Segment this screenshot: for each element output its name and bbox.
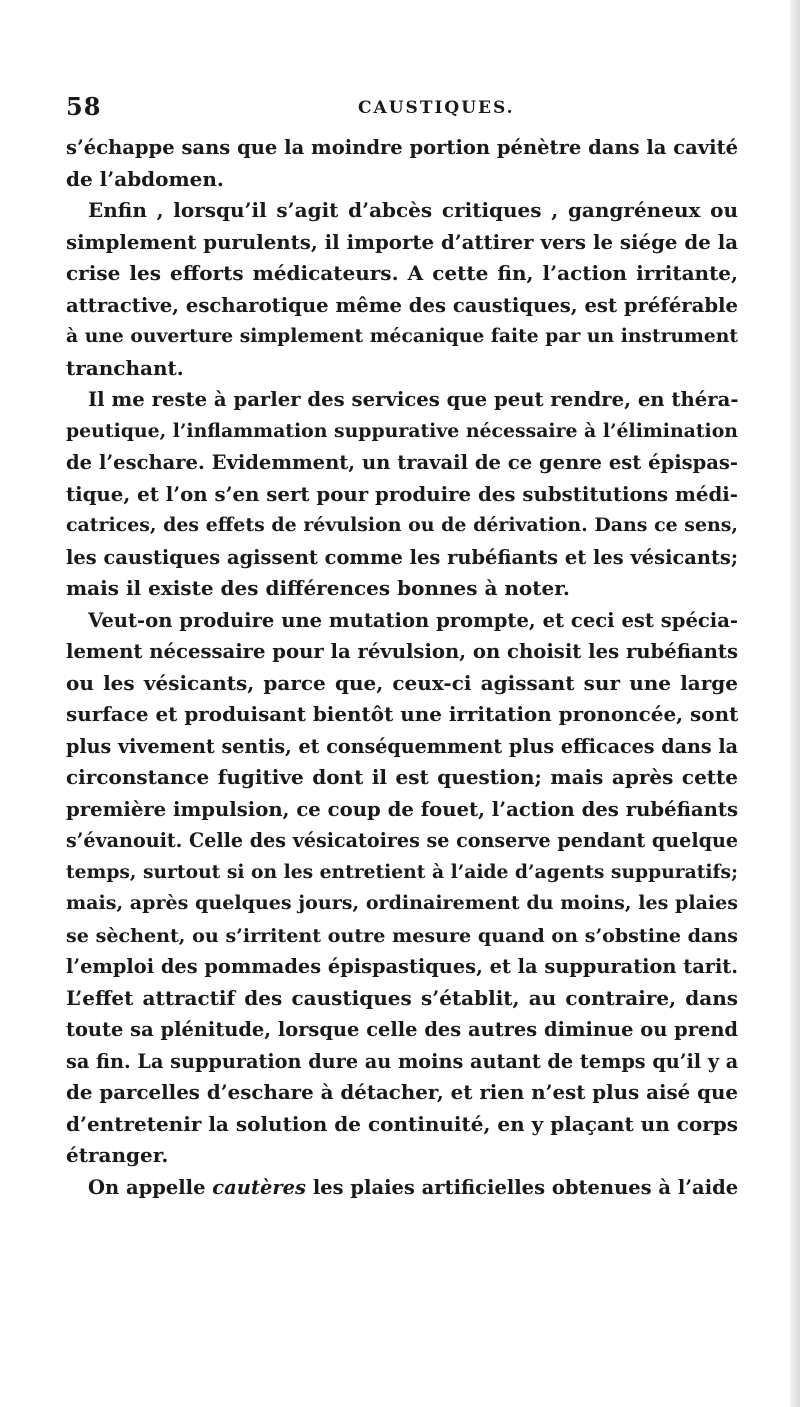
text-line: mais, après quelques jours, ordinairement du moins, les plaies xyxy=(66,892,738,914)
text-line: étranger. xyxy=(66,1143,169,1167)
italic-term: cautères xyxy=(212,1175,307,1199)
text-line: simplement purulents, il importe d’attirer vers le siége de la xyxy=(66,229,738,254)
text-line: d’entretenir la solution de continuité, en y plaçant un corps xyxy=(66,1111,738,1136)
text-line: crise les efforts médicateurs. A cette fin, l’action irritante, xyxy=(66,261,738,285)
page-header xyxy=(66,92,738,122)
text-line: Enfin , lorsqu’il s’agit d’abcès critiques , gangréneux ou xyxy=(88,198,738,222)
text-line: les caustiques agissent comme les rubéfiants et les vésicants; xyxy=(66,545,738,569)
text-line: catrices, des effets de révulsion ou de dérivation. Dans ce sens, xyxy=(66,514,738,536)
page-number: 58 xyxy=(66,92,102,121)
text-line: s’échappe sans que la moindre portion pénètre dans la cavité xyxy=(66,136,738,159)
text-line: première impulsion, ce coup de fouet, l’action des rubéfiants xyxy=(66,797,738,821)
text-line: attractive, escharotique même des caustiques, est préférable xyxy=(66,293,738,317)
text-line: L’effet attractif des caustiques s’établit, au contraire, dans xyxy=(66,985,738,1010)
text-line: sa fin. La suppuration dure au moins autant de temps qu’il y a xyxy=(66,1049,739,1073)
text-line: l’emploi des pommades épispastiques, et la suppuration tarit. xyxy=(66,955,738,978)
text-line: Il me reste à parler des services que peut rendre, en théra- xyxy=(88,388,739,411)
text-line: lement nécessaire pour la révulsion, on choisit les rubéfiants xyxy=(66,640,739,663)
text-line: tique, et l’on s’en sert pour produire des substitutions médi- xyxy=(66,481,738,506)
text-segment: les plaies artificielles obtenues à l’aide xyxy=(306,1175,739,1199)
page-edge-shadow xyxy=(790,0,800,1407)
text-line: ou les vésicants, parce que, ceux-ci agissant sur une large xyxy=(66,670,738,695)
running-title: CAUSTIQUES. xyxy=(358,98,515,118)
text-line: surface et produisant bientôt une irritation prononcée, sont xyxy=(66,702,739,726)
text-line: temps, surtout si on les entretient à l’aide d’agents suppuratifs; xyxy=(66,860,738,883)
text-line: de parcelles d’eschare à détacher, et rien n’est plus aisé que xyxy=(66,1080,739,1104)
text-line: circonstance fugitive dont il est question; mais après cette xyxy=(66,765,738,789)
text-line: tranchant. xyxy=(66,355,184,380)
text-line: s’évanouit. Celle des vésicatoires se conserve pendant quelque xyxy=(66,829,738,852)
text-line: de l’abdomen. xyxy=(66,166,224,191)
text-line: peutique, l’inflammation suppurative nécessaire à l’élimination xyxy=(66,419,738,442)
text-line: mais il existe des différences bonnes à noter. xyxy=(66,576,570,600)
text-line-final xyxy=(66,1172,738,1204)
text-line: se sèchent, ou s’irritent outre mesure quand on s’obstine dans xyxy=(66,923,738,947)
text-line: plus vivement sentis, et conséquemment plus efficaces dans la xyxy=(66,734,738,758)
text-segment: On appelle xyxy=(88,1175,213,1199)
text-line: toute sa plénitude, lorsque celle des autres diminue ou prend xyxy=(66,1018,738,1041)
text-line: à une ouverture simplement mécanique faite par un instrument xyxy=(66,325,738,347)
text-line: Veut-on produire une mutation prompte, et ceci est spécia- xyxy=(88,608,738,632)
body-text xyxy=(66,132,738,1203)
text-line: de l’eschare. Evidemment, un travail de ce genre est épispas- xyxy=(66,451,738,474)
